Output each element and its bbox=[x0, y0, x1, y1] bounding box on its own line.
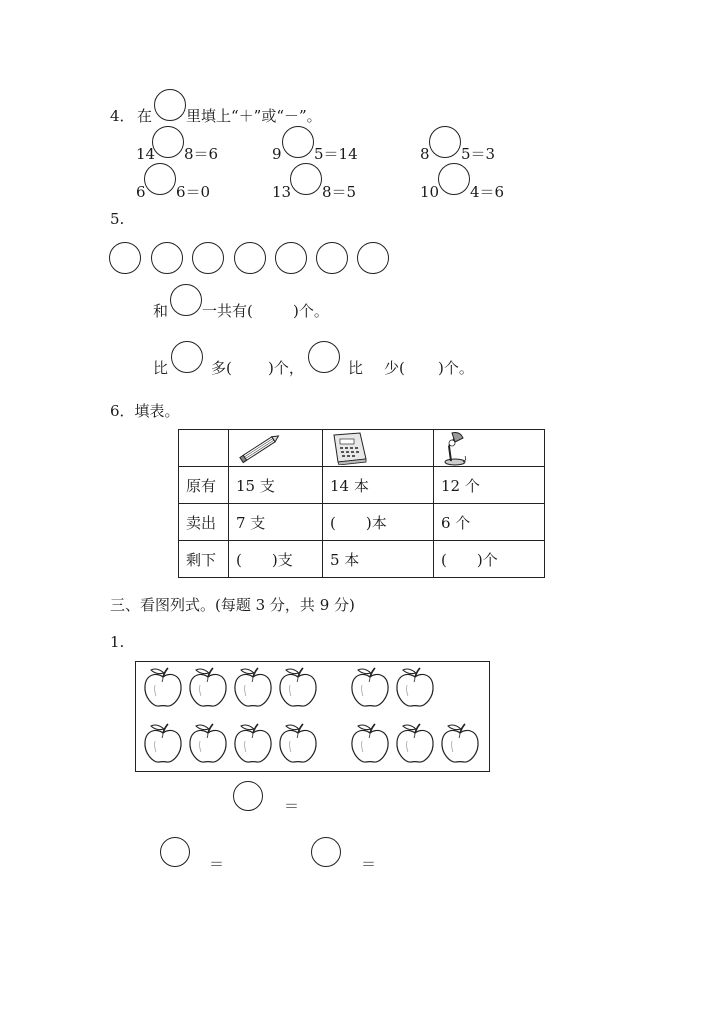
q4-eq5-right: 8＝5 bbox=[322, 183, 357, 201]
q6-title: 6．填表。 bbox=[110, 402, 180, 420]
table-header-pencil bbox=[229, 430, 323, 467]
q4-eq4-left: 6 bbox=[136, 183, 146, 201]
book-icon bbox=[330, 431, 370, 465]
table-cell: 14 本 bbox=[323, 467, 434, 504]
table-row-label: 原有 bbox=[179, 467, 229, 504]
q4-eq4-operator-circle[interactable] bbox=[144, 163, 176, 195]
table-row-label: 剩下 bbox=[179, 541, 229, 578]
table-cell: 12 个 bbox=[434, 467, 545, 504]
table-header-row bbox=[179, 430, 545, 467]
table-corner-cell bbox=[179, 430, 229, 467]
q5-circle bbox=[192, 242, 224, 274]
table-header-book bbox=[323, 430, 434, 467]
q5-line2-shao: 少( bbox=[384, 359, 405, 377]
table-row-label: 卖出 bbox=[179, 504, 229, 541]
q5-line1-after: 一共有( bbox=[202, 302, 253, 320]
pencil-icon bbox=[236, 431, 284, 465]
table-cell: 6 个 bbox=[434, 504, 545, 541]
apple-icon bbox=[143, 667, 183, 709]
table-cell: 15 支 bbox=[229, 467, 323, 504]
fill-in-table bbox=[178, 429, 545, 578]
q4-eq2-right: 5＝14 bbox=[314, 145, 358, 163]
q4-eq3-operator-circle[interactable] bbox=[429, 126, 461, 158]
apple-icon bbox=[440, 723, 480, 765]
q4-number: 4． bbox=[110, 107, 135, 125]
q5-line2-circle-2 bbox=[308, 341, 340, 373]
q5-line2-end: )个， bbox=[268, 359, 304, 377]
q4-eq3-right: 5＝3 bbox=[461, 145, 496, 163]
q4-eq4-right: 6＝0 bbox=[176, 183, 211, 201]
q5-circle bbox=[275, 242, 307, 274]
q1-equals-2: ＝ bbox=[209, 855, 225, 873]
table-row bbox=[179, 541, 545, 578]
q1-operator-circle[interactable] bbox=[233, 781, 263, 811]
q4-intro-after: 里填上“＋”或“－”。 bbox=[186, 107, 322, 125]
q1-equals-1: ＝ bbox=[284, 797, 300, 815]
q4-eq6-operator-circle[interactable] bbox=[438, 163, 470, 195]
q4-eq2-operator-circle[interactable] bbox=[282, 126, 314, 158]
q5-line1-end: )个。 bbox=[293, 302, 329, 320]
q5-line2-before: 比 bbox=[153, 359, 169, 377]
q5-line2-bi: 比 bbox=[348, 359, 364, 377]
q4-intro-circle bbox=[154, 89, 186, 121]
q4-eq3-left: 8 bbox=[420, 145, 430, 163]
section-3-title: 三、看图列式。(每题 3 分，共 9 分) bbox=[110, 596, 355, 614]
q1-operator-circle[interactable] bbox=[311, 837, 341, 867]
q4-eq2-left: 9 bbox=[272, 145, 282, 163]
q4-eq5-left: 13 bbox=[272, 183, 292, 201]
q4-intro-before: 在 bbox=[137, 107, 153, 125]
table-row bbox=[179, 504, 545, 541]
table-cell: 5 本 bbox=[323, 541, 434, 578]
apple-icon bbox=[278, 667, 318, 709]
apple-icon bbox=[350, 723, 390, 765]
q5-circle bbox=[316, 242, 348, 274]
apple-icon bbox=[278, 723, 318, 765]
table-cell-blank[interactable]: ( )支 bbox=[229, 541, 323, 578]
apple-icon bbox=[188, 723, 228, 765]
table-row bbox=[179, 467, 545, 504]
table-header-lamp bbox=[434, 430, 545, 467]
q4-eq6-left: 10 bbox=[420, 183, 440, 201]
apple-icon bbox=[233, 667, 273, 709]
q4-eq1-left: 14 bbox=[136, 145, 156, 163]
table-cell-blank[interactable]: ( )个 bbox=[434, 541, 545, 578]
q5-circle bbox=[357, 242, 389, 274]
q5-circle bbox=[109, 242, 141, 274]
q5-line2-mid: 多( bbox=[211, 359, 232, 377]
q5-circle bbox=[151, 242, 183, 274]
apple-icon bbox=[143, 723, 183, 765]
q5-number: 5. bbox=[110, 210, 125, 228]
q5-line2-end2: )个。 bbox=[438, 359, 474, 377]
table-cell: 7 支 bbox=[229, 504, 323, 541]
table-cell-blank[interactable]: ( )本 bbox=[323, 504, 434, 541]
apple-icon bbox=[395, 667, 435, 709]
q5-line1-circle bbox=[170, 284, 202, 316]
q5-line2-circle-1 bbox=[171, 341, 203, 373]
q5-line1-before: 和 bbox=[153, 302, 169, 320]
q4-eq1-right: 8＝6 bbox=[184, 145, 219, 163]
desk-lamp-icon bbox=[441, 430, 471, 466]
q4-eq6-right: 4＝6 bbox=[470, 183, 505, 201]
apple-icon bbox=[233, 723, 273, 765]
q1-equals-3: ＝ bbox=[361, 855, 377, 873]
q4-eq1-operator-circle[interactable] bbox=[152, 126, 184, 158]
apple-icon bbox=[395, 723, 435, 765]
q5-circle bbox=[234, 242, 266, 274]
q1-operator-circle[interactable] bbox=[160, 837, 190, 867]
q1-number: 1. bbox=[110, 633, 125, 651]
q4-eq5-operator-circle[interactable] bbox=[290, 163, 322, 195]
apple-icon bbox=[188, 667, 228, 709]
apple-icon bbox=[350, 667, 390, 709]
